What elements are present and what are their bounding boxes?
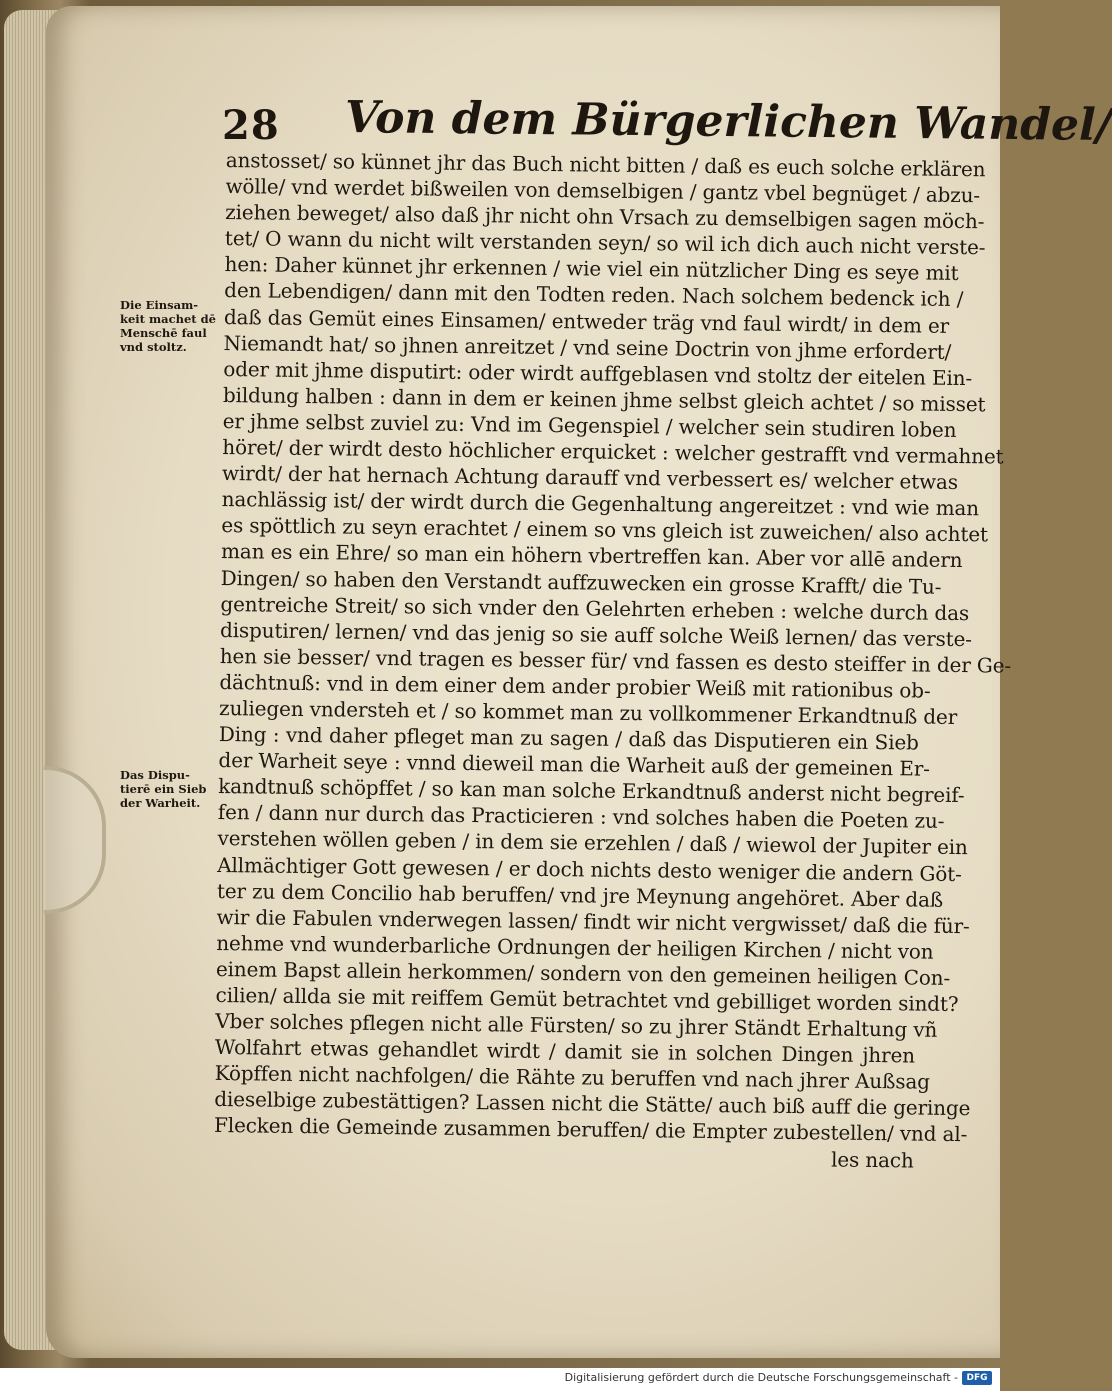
text-line: einem Bapst allein herkommen/ sondern von den gemeinen heiligen Con- [215, 956, 951, 990]
text-line: cilien/ allda sie mit reiffem Gemüt betrachtet vnd gebilliget worden sindt? [215, 982, 959, 1017]
margin-note-line: tierē ein Sieb [120, 782, 207, 796]
text-line: Flecken die Gemeinde zusammen beruffen/ die Empter zubestellen/ vnd al- [213, 1113, 968, 1147]
footer-bar [0, 1368, 1000, 1391]
page-tab-bookmark [44, 766, 106, 914]
page-number: 28 [222, 102, 280, 149]
margin-note-line: Das Dispu- [120, 768, 190, 782]
text-line: wir die Fabulen vnderwegen lassen/ findt wir nicht vergwisset/ daß die für- [216, 904, 970, 938]
text-line: dieselbige zubestättigen? Lassen nicht die Stätte/ auch biß auff die geringe [214, 1087, 971, 1121]
text-line: Ding : vnd daher pfleget man zu sagen / daß das Disputieren ein Sieb [218, 722, 919, 755]
text-line: disputiren/ lernen/ vnd das jenig so sie auff solche Weiß lernen/ das verste- [219, 617, 973, 651]
text-line: Allmächtiger Gott gewesen / er doch nichts desto weniger die andern Göt- [217, 852, 962, 886]
text-line: zuliegen vndersteh et / so kommet man zu vollkommener Erkandtnuß der [219, 695, 958, 729]
text-line: dächtnuß: vnd in dem einer dem ander probier Weiß mit rationibus ob- [219, 669, 931, 703]
text-line: Dingen/ so haben den Verstandt auffzuwecken ein grosse Krafft/ die Tu- [220, 565, 942, 599]
text-line: bildung halben : dann in dem er keinen jhme selbst gleich achtet / so misset [222, 382, 986, 417]
text-line: höret/ der wirdt desto höchlicher erquicket : welcher gestrafft vnd vermahnet [222, 435, 1004, 469]
margin-note-line: Die Einsam- [120, 298, 199, 312]
margin-note-disputieren [120, 768, 228, 810]
text-line: anstosset/ so künnet jhr das Buch nicht bitten / daß es euch solche erklären [225, 147, 986, 182]
text-line: den Lebendigen/ dann mit den Todten reden. Nach solchem bedenck ich / [224, 278, 964, 312]
text-line: fen / dann nur durch das Practicieren : vnd solches haben die Poeten zu- [217, 800, 945, 834]
text-line: tet/ O wann du nicht wilt verstanden seyn/ so wil ich dich auch nicht verste- [224, 226, 986, 260]
text-line: hen: Daher künnet jhr erkennen / wie viel ein nützlicher Ding es seye mit [224, 252, 959, 286]
text-line: daß das Gemüt eines Einsamen/ entweder träg vnd faul wirdt/ in dem er [223, 304, 950, 338]
text-line: ziehen beweget/ also daß jhr nicht ohn Vrsach zu demselbigen sagen möch- [225, 200, 985, 234]
text-line: Wolfahrt etwas gehandlet wirdt / damit sie in solchen Dingen jhren [214, 1035, 916, 1068]
text-line: oder mit jhme disputirt: oder wirdt auffgeblasen vnd stoltz der eitelen Ein- [223, 356, 973, 390]
running-head: Von dem Bürgerlichen Wandel/ [344, 92, 1112, 152]
text-line: der Warheit seye : vnnd dieweil man die Warheit auß der gemeinen Er- [218, 748, 930, 781]
margin-note-line: der Warheit. [120, 796, 201, 810]
text-line: nachlässig ist/ der wirdt durch die Gegenhaltung angereitzet : vnd wie man [221, 487, 980, 521]
margin-note-line: Menschē faul [120, 326, 207, 340]
text-line: es spöttlich zu seyn erachtet / einem so vns gleich ist zuweichen/ also achtet [221, 513, 989, 547]
text-line: Vber solches pflegen nicht alle Fürsten/ so zu jhrer Ständt Erhaltung vñ [215, 1009, 938, 1042]
text-line: nehme vnd wunderbarliche Ordnungen der heiligen Kirchen / nicht von [216, 930, 934, 964]
text-line: ter zu dem Concilio hab beruffen/ vnd jre Meynung angehöret. Aber daß [216, 878, 944, 912]
text-line: Niemandt hat/ so jhnen anreitzet / vnd seine Doctrin von jhme erfordert/ [223, 330, 952, 364]
margin-note-line: vnd stoltz. [120, 340, 187, 354]
catchword: les nach [830, 1147, 914, 1173]
text-line: verstehen wöllen geben / in dem sie erzehlen / daß / wiewol der Jupiter ein [217, 826, 968, 860]
text-line: gentreiche Streit/ so sich vnder den Gelehrten erheben : welche durch das [220, 591, 970, 625]
body-text [213, 147, 1012, 1173]
text-line: wölle/ vnd werdet bißweilen von demselbigen / gantz vbel begnüget / abzu- [225, 174, 981, 208]
footer-credit: Digitalisierung gefördert durch die Deutsche Forschungsgemeinschaft - [564, 1371, 958, 1384]
text-line: Köpffen nicht nachfolgen/ die Rähte zu beruffen vnd nach jhrer Außsag [214, 1061, 930, 1094]
text-line: wirdt/ der hat hernach Achtung darauff vnd verbessert es/ welcher etwas [221, 461, 959, 495]
text-line: er jhme selbst zuviel zu: Vnd im Gegenspiel / welcher sein studiren loben [222, 408, 957, 442]
dfg-logo-icon: DFG [962, 1371, 992, 1385]
text-line: man es ein Ehre/ so man ein höhern vbertreffen kan. Aber vor allē andern [220, 539, 963, 573]
margin-note-line: keit machet dē [120, 312, 216, 326]
margin-note-einsamkeit [120, 298, 228, 354]
text-line: kandtnuß schöpffet / so kan man solche Erkandtnuß anderst nicht begreif- [218, 774, 965, 808]
text-line: hen sie besser/ vnd tragen es besser für/ vnd fassen es desto steiffer in der Ge- [219, 643, 1012, 678]
